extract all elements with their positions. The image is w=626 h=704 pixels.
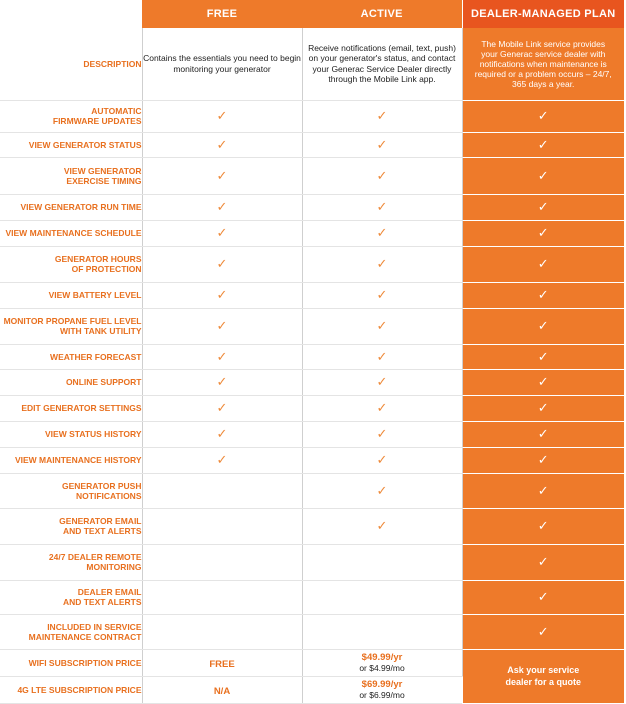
checkmark-icon: ✓ — [537, 623, 549, 639]
table-row — [0, 508, 624, 544]
cell-free — [142, 447, 302, 473]
row-label: DESCRIPTION — [0, 28, 142, 100]
cell-dealer — [462, 246, 624, 282]
header-row — [0, 0, 624, 28]
table-row — [0, 369, 624, 395]
table-row — [0, 395, 624, 421]
checkmark-icon: ✓ — [537, 318, 549, 333]
feature-label-line2: FIRMWARE UPDATES — [52, 116, 142, 126]
checkmark-icon: ✓ — [376, 199, 388, 214]
price-free-wifi-value: FREE — [209, 658, 235, 670]
table-row — [0, 157, 624, 194]
checkmark-icon: ✓ — [537, 400, 549, 415]
cell-active — [302, 544, 462, 580]
feature-label — [0, 508, 142, 544]
header-free: FREE — [142, 0, 302, 28]
checkmark-icon: ✓ — [537, 348, 549, 364]
cell-free — [142, 395, 302, 421]
cell-dealer — [462, 308, 624, 344]
cell-active — [302, 580, 462, 614]
cell-dealer — [462, 473, 624, 508]
checkmark-icon: ✓ — [376, 318, 388, 333]
feature-label — [0, 282, 142, 308]
checkmark-icon: ✓ — [216, 256, 228, 271]
feature-label-line2: EXERCISE TIMING — [66, 175, 142, 186]
feature-label-line1: EDIT GENERATOR SETTINGS — [21, 403, 142, 413]
cell-free — [142, 157, 302, 194]
feature-label-line2: AND TEXT ALERTS — [62, 526, 142, 536]
feature-label-line1: INCLUDED IN SERVICE — [47, 621, 142, 632]
cell-active — [302, 194, 462, 220]
feature-label — [0, 395, 142, 421]
feature-label-line1: VIEW GENERATOR RUN TIME — [20, 202, 142, 212]
cell-dealer — [462, 447, 624, 473]
cell-dealer — [462, 132, 624, 157]
table-row — [0, 132, 624, 157]
checkmark-icon: ✓ — [216, 167, 228, 183]
cell-free — [142, 580, 302, 614]
feature-label-line1: VIEW STATUS HISTORY — [45, 429, 142, 439]
cell-free — [142, 194, 302, 220]
checkmark-icon: ✓ — [537, 374, 549, 389]
table-row — [0, 447, 624, 473]
cell-dealer — [462, 580, 624, 614]
cell-active — [302, 157, 462, 194]
price-active-lte-main: $69.99/yr — [361, 678, 403, 690]
cell-dealer — [462, 100, 624, 132]
cell-dealer — [462, 614, 624, 649]
table-row — [0, 473, 624, 508]
checkmark-icon: ✓ — [537, 452, 549, 467]
price-active-lte — [302, 676, 462, 703]
checkmark-icon: ✓ — [376, 287, 388, 302]
cell-free — [142, 220, 302, 246]
cell-dealer — [462, 369, 624, 395]
description-free: Contains the essentials you need to begin monitoring your generator — [142, 28, 302, 100]
price-free-lte-value: N/A — [213, 685, 231, 697]
cell-free — [142, 544, 302, 580]
price-label-lte: 4G LTE SUBSCRIPTION PRICE — [0, 676, 142, 703]
feature-label-line1: GENERATOR PUSH — [61, 480, 142, 491]
checkmark-icon: ✓ — [216, 426, 228, 441]
checkmark-icon: ✓ — [216, 136, 228, 152]
feature-label-line1: WEATHER FORECAST — [50, 351, 142, 362]
header-dealer-managed: DEALER-MANAGED PLAN — [462, 0, 624, 28]
checkmark-icon: ✓ — [216, 400, 228, 415]
checkmark-icon: ✓ — [216, 348, 228, 364]
feature-label-line1: GENERATOR EMAIL — [59, 516, 142, 526]
feature-label — [0, 100, 142, 132]
cell-active — [302, 282, 462, 308]
cell-active — [302, 100, 462, 132]
cell-active — [302, 344, 462, 369]
checkmark-icon: ✓ — [216, 108, 228, 123]
feature-label — [0, 473, 142, 508]
feature-label-line1: GENERATOR HOURS — [54, 254, 142, 264]
table-row — [0, 421, 624, 447]
checkmark-icon: ✓ — [216, 287, 228, 302]
checkmark-icon: ✓ — [537, 518, 549, 533]
price-active-wifi-main: $49.99/yr — [361, 651, 403, 663]
feature-label-line1: VIEW GENERATOR STATUS — [28, 139, 142, 150]
price-active-wifi — [302, 649, 462, 676]
checkmark-icon: ✓ — [216, 199, 228, 214]
checkmark-icon: ✓ — [537, 554, 549, 569]
header-blank — [0, 0, 142, 28]
cell-active — [302, 447, 462, 473]
feature-label-line2: WITH TANK UTILITY — [59, 326, 142, 336]
cell-active — [302, 395, 462, 421]
feature-label — [0, 421, 142, 447]
description-row — [0, 28, 624, 100]
price-label-wifi: WIFI SUBSCRIPTION PRICE — [0, 649, 142, 676]
checkmark-icon: ✓ — [376, 167, 388, 183]
description-active: Receive notifications (email, text, push) on your generator's status, and contact your Generac Service Dealer directly through the Mobile Link app. — [302, 28, 462, 100]
feature-label-line2: AND TEXT ALERTS — [62, 597, 142, 607]
checkmark-icon: ✓ — [537, 225, 549, 240]
table-row — [0, 614, 624, 649]
cell-free — [142, 246, 302, 282]
cell-active — [302, 308, 462, 344]
feature-label-line1: MONITOR PROPANE FUEL LEVEL — [3, 316, 142, 326]
feature-label — [0, 220, 142, 246]
table-row — [0, 100, 624, 132]
cell-dealer — [462, 395, 624, 421]
price-active-lte-sub: or $6.99/mo — [359, 689, 405, 700]
checkmark-icon: ✓ — [537, 167, 549, 183]
cell-free — [142, 100, 302, 132]
checkmark-icon: ✓ — [216, 225, 228, 240]
cell-dealer — [462, 344, 624, 369]
checkmark-icon: ✓ — [537, 199, 549, 214]
checkmark-icon: ✓ — [216, 318, 228, 333]
price-free-lte — [142, 676, 302, 703]
checkmark-icon: ✓ — [376, 136, 388, 152]
checkmark-icon: ✓ — [376, 374, 388, 389]
cell-free — [142, 473, 302, 508]
feature-label-line2: MONITORING — [86, 562, 142, 572]
feature-label — [0, 544, 142, 580]
checkmark-icon: ✓ — [537, 108, 549, 123]
checkmark-icon: ✓ — [376, 426, 388, 441]
checkmark-icon: ✓ — [537, 589, 549, 604]
feature-label-line2: OF PROTECTION — [71, 264, 142, 274]
cell-free — [142, 614, 302, 649]
cell-free — [142, 132, 302, 157]
cell-dealer — [462, 194, 624, 220]
cell-dealer — [462, 544, 624, 580]
feature-label-line1: 24/7 DEALER REMOTE — [48, 552, 142, 562]
cell-dealer — [462, 508, 624, 544]
feature-label-line1: VIEW MAINTENANCE HISTORY — [14, 455, 142, 465]
feature-label-line1: VIEW MAINTENANCE SCHEDULE — [5, 228, 142, 238]
cell-active — [302, 132, 462, 157]
feature-label — [0, 614, 142, 649]
checkmark-icon: ✓ — [216, 374, 228, 389]
table-row — [0, 194, 624, 220]
checkmark-icon: ✓ — [376, 225, 388, 240]
cell-free — [142, 369, 302, 395]
cell-dealer — [462, 157, 624, 194]
dealer-quote-line2: dealer for a quote — [505, 677, 581, 687]
cell-dealer — [462, 220, 624, 246]
price-free-wifi — [142, 649, 302, 676]
cell-active — [302, 421, 462, 447]
feature-label-line1: VIEW BATTERY LEVEL — [48, 290, 142, 300]
table-row — [0, 246, 624, 282]
table-body — [0, 28, 624, 703]
checkmark-icon: ✓ — [376, 348, 388, 364]
feature-label — [0, 308, 142, 344]
cell-active — [302, 473, 462, 508]
checkmark-icon: ✓ — [537, 426, 549, 441]
description-dealer: The Mobile Link service provides your Generac service dealer with notifications when maintenance is required or a problem occurs – 24/7, 365 days a year. — [462, 28, 624, 100]
cell-active — [302, 369, 462, 395]
table-row — [0, 220, 624, 246]
dealer-quote-line1: Ask your service — [507, 665, 580, 675]
table-row — [0, 308, 624, 344]
cell-free — [142, 508, 302, 544]
checkmark-icon: ✓ — [376, 256, 388, 271]
cell-active — [302, 220, 462, 246]
cell-free — [142, 421, 302, 447]
checkmark-icon: ✓ — [216, 452, 228, 467]
cell-dealer — [462, 282, 624, 308]
cell-free — [142, 282, 302, 308]
checkmark-icon: ✓ — [376, 518, 388, 533]
feature-label — [0, 132, 142, 157]
checkmark-icon: ✓ — [537, 256, 549, 271]
checkmark-icon: ✓ — [376, 482, 388, 498]
feature-label-line2: NOTIFICATIONS — [76, 490, 142, 501]
feature-label — [0, 157, 142, 194]
dealer-quote-text — [463, 664, 625, 688]
feature-label-line1: ONLINE SUPPORT — [65, 377, 142, 387]
price-active-wifi-sub: or $4.99/mo — [359, 662, 405, 673]
table-row — [0, 282, 624, 308]
feature-label — [0, 194, 142, 220]
checkmark-icon: ✓ — [376, 400, 388, 415]
cell-free — [142, 308, 302, 344]
table-row — [0, 580, 624, 614]
table-row — [0, 544, 624, 580]
feature-label — [0, 246, 142, 282]
feature-label-line1: DEALER EMAIL — [77, 587, 142, 597]
feature-label — [0, 580, 142, 614]
checkmark-icon: ✓ — [537, 136, 549, 152]
feature-label-line1: VIEW GENERATOR — [63, 165, 142, 176]
header-active: ACTIVE — [302, 0, 462, 28]
feature-label — [0, 447, 142, 473]
feature-label — [0, 344, 142, 369]
cell-active — [302, 508, 462, 544]
checkmark-icon: ✓ — [537, 287, 549, 302]
cell-active — [302, 614, 462, 649]
cell-dealer — [462, 421, 624, 447]
checkmark-icon: ✓ — [537, 482, 549, 498]
checkmark-icon: ✓ — [376, 452, 388, 467]
feature-label-line1: AUTOMATIC — [91, 106, 142, 116]
cell-active — [302, 246, 462, 282]
pricing-row-wifi — [0, 649, 624, 676]
cell-free — [142, 344, 302, 369]
feature-label — [0, 369, 142, 395]
checkmark-icon: ✓ — [376, 108, 388, 123]
table-row — [0, 344, 624, 369]
feature-label-line2: MAINTENANCE CONTRACT — [28, 631, 142, 642]
